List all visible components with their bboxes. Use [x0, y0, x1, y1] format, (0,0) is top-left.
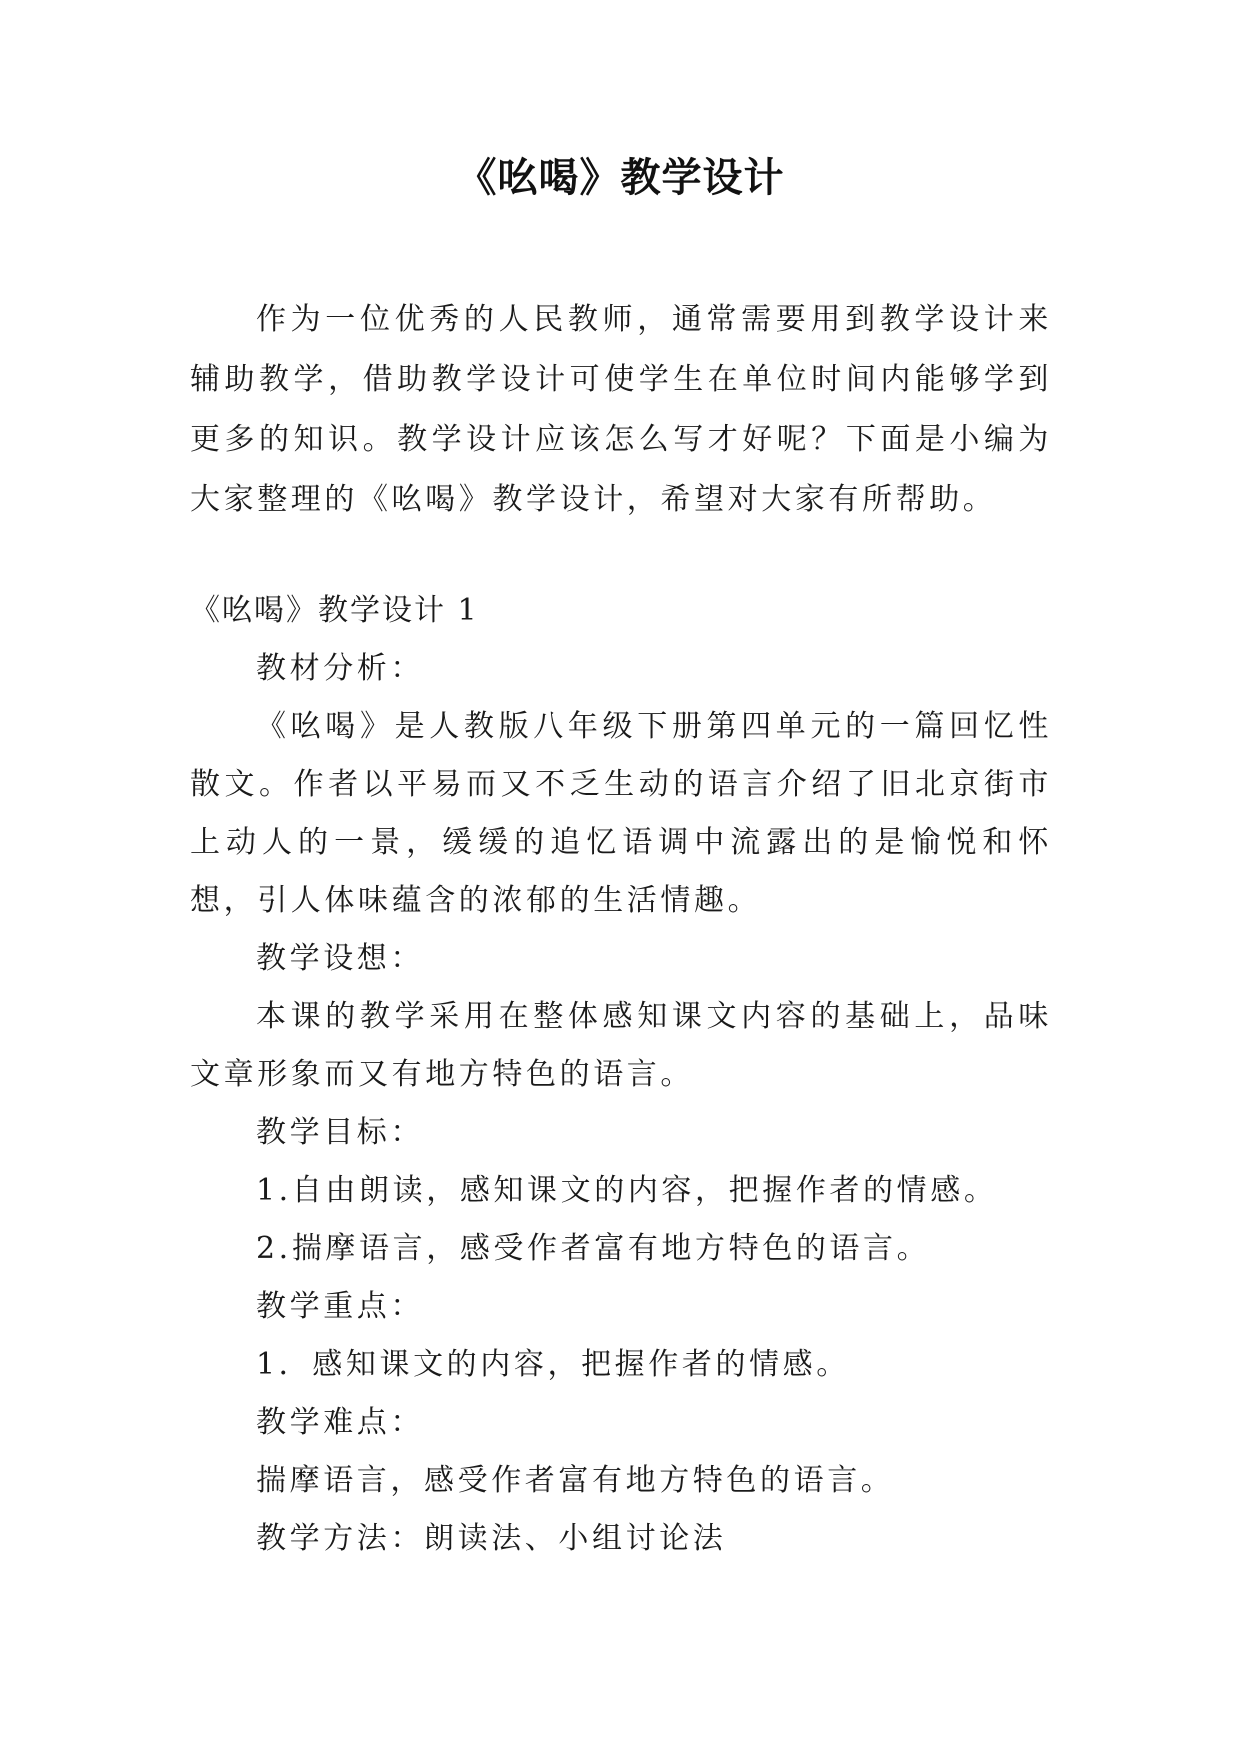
document-title: 《吆喝》教学设计	[456, 155, 785, 201]
section-heading: 《吆喝》教学设计 1	[190, 593, 479, 628]
section-1	[190, 582, 1052, 1568]
teaching-goals-label: 教学目标：	[256, 1115, 424, 1150]
teaching-goal-item: 1.自由朗读，感知课文的内容，把握作者的情感。	[256, 1173, 998, 1208]
teaching-concept-label: 教学设想：	[256, 941, 424, 976]
intro-paragraph: 作为一位优秀的人民教师，通常需要用到教学设计来辅助教学，借助教学设计可使学生在单位时间内能够学到更多的知识。教学设计应该怎么写才好呢？下面是小编为大家整理的《吆喝》教学设计，希望对大家有所帮助。	[190, 302, 1052, 517]
teaching-goal-item: 2.揣摩语言，感受作者富有地方特色的语言。	[256, 1231, 931, 1266]
teaching-difficulty-label: 教学难点：	[256, 1405, 424, 1440]
teaching-key-item: 1．感知课文的内容，把握作者的情感。	[256, 1347, 850, 1382]
material-analysis-text: 《吆喝》是人教版八年级下册第四单元的一篇回忆性散文。作者以平易而又不乏生动的语言介绍了旧北京街市上动人的一景，缓缓的追忆语调中流露出的是愉悦和怀想，引人体味蕴含的浓郁的生活情趣。	[190, 709, 1052, 918]
teaching-key-label: 教学重点：	[256, 1289, 424, 1324]
teaching-difficulty-text: 揣摩语言，感受作者富有地方特色的语言。	[256, 1463, 895, 1498]
teaching-method-text: 教学方法：朗读法、小组讨论法	[256, 1521, 727, 1556]
teaching-concept-text: 本课的教学采用在整体感知课文内容的基础上，品味文章形象而又有地方特色的语言。	[190, 999, 1052, 1092]
material-analysis-label: 教材分析：	[256, 651, 424, 686]
